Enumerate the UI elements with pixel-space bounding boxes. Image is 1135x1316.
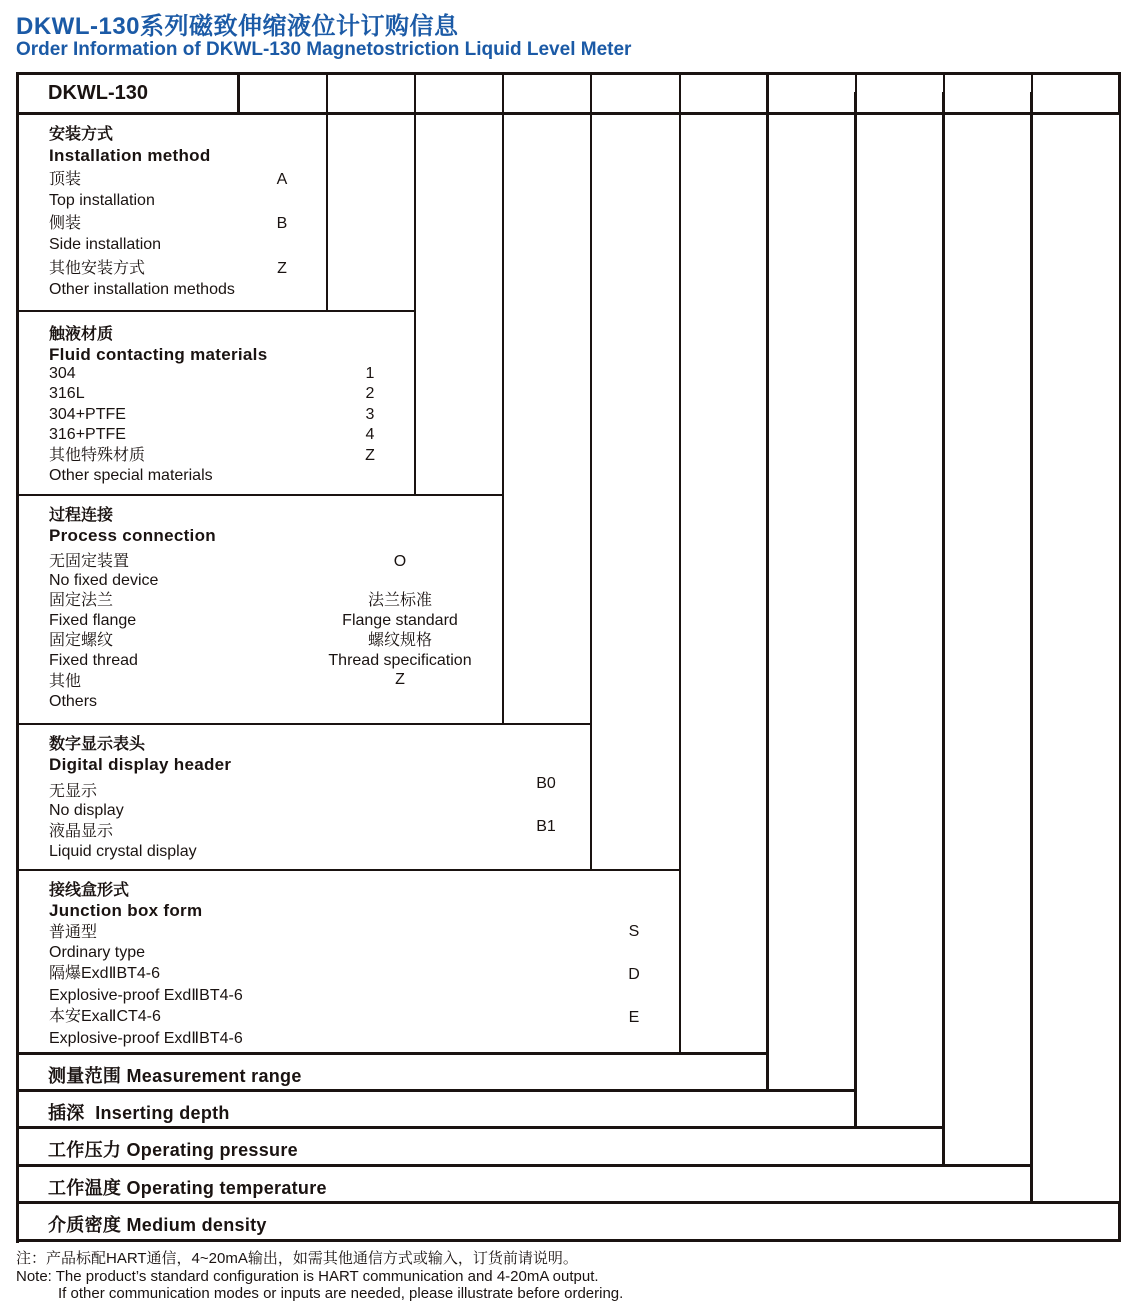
row-measurement-range: 测量范围 Measurement range <box>48 1066 302 1086</box>
option-label-en: Top installation <box>49 192 155 209</box>
page-title-en: Order Information of DKWL-130 Magnetostriction Liquid Level Meter <box>16 39 632 60</box>
section-title-cn: 接线盒形式 <box>49 882 130 899</box>
column-line <box>1031 72 1033 92</box>
table-border <box>1118 72 1121 115</box>
section-divider <box>16 1052 769 1055</box>
option-label-en: Other installation methods <box>49 281 235 298</box>
option-code: 1 <box>365 365 375 382</box>
column-line <box>679 72 681 1054</box>
section-title-en: Junction box form <box>49 901 203 920</box>
option-label-en: Side installation <box>49 236 162 253</box>
option-label-en: Explosive-proof ExdⅡBT4-6 <box>49 1030 243 1047</box>
option-code: Z <box>277 260 287 277</box>
section-title-en: Installation method <box>49 146 211 165</box>
option-label-cn: 隔爆ExdⅡBT4-6 <box>49 965 161 982</box>
option-code: S <box>628 923 640 940</box>
section-title-en: Fluid contacting materials <box>49 345 268 364</box>
section-divider <box>16 1239 1121 1242</box>
option-code: E <box>628 1009 640 1026</box>
table-border <box>237 72 240 115</box>
option-label-cn: 顶装 <box>49 171 82 188</box>
option-label-en: Others <box>49 693 98 710</box>
option-label-cn: 无固定装置 <box>49 553 130 570</box>
section-title-cn: 触液材质 <box>49 326 114 343</box>
option-label-en: Other special materials <box>49 467 213 484</box>
note-cn: 注：产品标配HART通信，4~20mA输出，如需其他通信方式或输入，订货前请说明。 <box>16 1250 578 1267</box>
column-line <box>502 72 504 725</box>
option-label-en: Explosive-proof ExdⅡBT4-6 <box>49 987 243 1004</box>
option-label-en: No display <box>49 802 124 819</box>
option-code: B <box>276 215 288 232</box>
option-code-en: Flange standard <box>342 612 458 629</box>
column-line <box>326 72 328 312</box>
option-label-cn: 其他安装方式 <box>49 260 146 277</box>
column-line <box>854 92 857 1129</box>
column-line <box>942 92 945 1166</box>
option-label-cn: 固定螺纹 <box>49 632 114 649</box>
option-label-en: Ordinary type <box>49 944 146 961</box>
option-code: O <box>393 553 407 570</box>
option-code-en: Thread specification <box>328 652 472 669</box>
section-title-en: Digital display header <box>49 755 232 774</box>
option-label-en: No fixed device <box>49 572 159 589</box>
option-label-cn: 其他 <box>49 673 82 690</box>
option-code-cn: 法兰标准 <box>367 592 432 609</box>
option-code-cn: 螺纹规格 <box>367 632 432 649</box>
section-divider <box>16 1201 1121 1204</box>
note-en-line1: Note: The product’s standard configuration is HART communication and 4-20mA output. <box>16 1268 599 1285</box>
page-title-cn: DKWL-130系列磁致伸缩液位计订购信息 <box>16 13 459 40</box>
row-operating-temperature: 工作温度 Operating temperature <box>48 1178 327 1198</box>
option-label-cn: 本安ExaⅡCT4-6 <box>49 1008 161 1025</box>
section-title-cn: 过程连接 <box>49 507 114 524</box>
table-border <box>16 112 1121 115</box>
column-line <box>943 72 945 92</box>
option-label-en: Fixed thread <box>49 652 138 669</box>
option-label: 316+PTFE <box>49 426 126 443</box>
option-label: 304+PTFE <box>49 406 126 423</box>
column-line <box>414 72 416 496</box>
option-label-en: Liquid crystal display <box>49 843 197 860</box>
option-code: B1 <box>536 818 556 835</box>
option-code: 4 <box>365 426 375 443</box>
option-label: 304 <box>49 365 76 382</box>
row-medium-density: 介质密度 Medium density <box>48 1215 267 1235</box>
note-en-line2: If other communication modes or inputs are needed, please illustrate before ordering. <box>58 1285 624 1302</box>
section-divider <box>16 1089 857 1092</box>
section-divider <box>16 494 503 496</box>
row-operating-pressure: 工作压力 Operating pressure <box>48 1140 298 1160</box>
option-code: Z <box>365 447 375 464</box>
option-code: A <box>276 171 288 188</box>
table-border <box>1118 1201 1121 1242</box>
option-code: 2 <box>365 385 375 402</box>
option-code: B0 <box>536 775 556 792</box>
option-label-cn: 侧装 <box>49 215 82 232</box>
section-divider <box>16 723 591 725</box>
section-title-cn: 数字显示表头 <box>49 736 146 753</box>
option-label-cn: 固定法兰 <box>49 592 114 609</box>
option-label-en: Fixed flange <box>49 612 137 629</box>
option-code: 3 <box>365 406 375 423</box>
column-line <box>590 72 592 871</box>
column-line <box>1119 112 1121 1204</box>
table-border <box>16 72 1121 75</box>
option-label-cn: 无显示 <box>49 783 98 800</box>
section-title-cn: 安装方式 <box>49 126 114 143</box>
option-label-cn: 液晶显示 <box>49 823 114 840</box>
section-divider <box>16 310 415 312</box>
option-label-cn: 其他特殊材质 <box>49 447 146 464</box>
column-line <box>1030 92 1033 1204</box>
section-divider <box>16 869 680 871</box>
option-label: 316L <box>49 385 85 402</box>
column-line <box>766 72 769 1092</box>
section-divider <box>16 1126 945 1129</box>
column-line <box>855 72 857 92</box>
model-code: DKWL-130 <box>48 82 149 104</box>
option-code: Z <box>395 671 405 688</box>
option-label-cn: 普通型 <box>49 924 98 941</box>
option-code: D <box>628 966 640 983</box>
row-inserting-depth: 插深 Inserting depth <box>48 1103 230 1123</box>
table-border <box>16 72 19 1243</box>
section-title-en: Process connection <box>49 526 216 545</box>
section-divider <box>16 1164 1033 1167</box>
